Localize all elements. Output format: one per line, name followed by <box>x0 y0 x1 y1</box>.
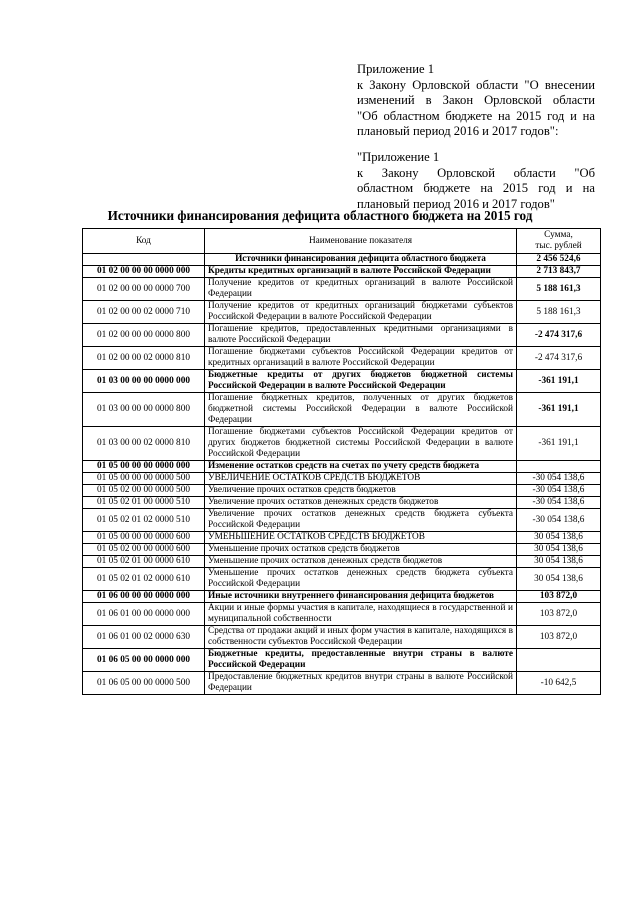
row-name: Предоставление бюджетных кредитов внутри страны в валюте Российской Федерации <box>205 672 517 695</box>
table-row <box>83 347 601 370</box>
row-sum: 30 054 138,6 <box>517 568 601 591</box>
row-sum: -30 054 138,6 <box>517 473 601 485</box>
table-row <box>83 485 601 497</box>
row-sum: -361 191,1 <box>517 370 601 393</box>
row-name: Получение кредитов от кредитных организаций в валюте Российской Федерации <box>205 278 517 301</box>
row-code: 01 02 00 00 00 0000 700 <box>83 278 205 301</box>
row-code: 01 05 02 00 00 0000 600 <box>83 544 205 556</box>
header-sum <box>517 229 601 254</box>
header-line: к Закону Орловской области "О внесении <box>357 77 595 92</box>
header-sum-line1: Сумма, <box>544 230 573 240</box>
row-code: 01 02 00 00 02 0000 810 <box>83 347 205 370</box>
row-name: Увеличение прочих остатков денежных средств бюджета субъекта Российской Федерации <box>205 509 517 532</box>
header-line: изменений в Закон Орловской области <box>357 93 595 108</box>
row-name: Погашение бюджетных кредитов, полученных от других бюджетов бюджетной системы Российской Федерации в валюте Российской Федерации <box>205 393 517 427</box>
table-row <box>83 626 601 649</box>
row-name: Изменение остатков средств на счетах по учету средств бюджета <box>205 461 517 473</box>
row-name: Бюджетные кредиты, предоставленные внутри страны в валюте Российской Федерации <box>205 649 517 672</box>
row-sum: 103 872,0 <box>517 603 601 626</box>
row-code: 01 05 02 01 02 0000 610 <box>83 568 205 591</box>
table-row <box>83 254 601 266</box>
row-code: 01 06 05 00 00 0000 000 <box>83 649 205 672</box>
row-name: УМЕНЬШЕНИЕ ОСТАТКОВ СРЕДСТВ БЮДЖЕТОВ <box>205 532 517 544</box>
table-row <box>83 324 601 347</box>
header-sum-line2: тыс. рублей <box>535 241 582 251</box>
table-row <box>83 544 601 556</box>
header-line: "Приложение 1 <box>357 149 440 164</box>
row-name: Уменьшение прочих остатков денежных средств бюджетов <box>205 556 517 568</box>
header-line: к Закону Орловской области "Об <box>357 165 595 180</box>
table-row <box>83 461 601 473</box>
table-row <box>83 591 601 603</box>
row-name: Кредиты кредитных организаций в валюте Российской Федерации <box>205 266 517 278</box>
row-code: 01 05 00 00 00 0000 600 <box>83 532 205 544</box>
row-code: 01 06 00 00 00 0000 000 <box>83 591 205 603</box>
table-row <box>83 427 601 461</box>
table-row <box>83 278 601 301</box>
row-code: 01 02 00 00 02 0000 710 <box>83 301 205 324</box>
table-row <box>83 649 601 672</box>
table-header-row <box>83 229 601 254</box>
row-name: Увеличение прочих остатков средств бюджетов <box>205 485 517 497</box>
row-sum: 5 188 161,3 <box>517 278 601 301</box>
row-sum: -2 474 317,6 <box>517 324 601 347</box>
row-sum: 5 188 161,3 <box>517 301 601 324</box>
row-sum <box>517 649 601 672</box>
table-row <box>83 603 601 626</box>
table-row <box>83 672 601 695</box>
row-code: 01 06 01 00 02 0000 630 <box>83 626 205 649</box>
row-code: 01 06 01 00 00 0000 000 <box>83 603 205 626</box>
row-sum: 30 054 138,6 <box>517 544 601 556</box>
row-name: Источники финансирования дефицита областного бюджета <box>205 254 517 266</box>
row-code: 01 02 00 00 00 0000 000 <box>83 266 205 278</box>
row-name: Получение кредитов от кредитных организаций бюджетами субъектов Российской Федерации в валюте Российской Федерации <box>205 301 517 324</box>
row-name: Увеличение прочих остатков денежных средств бюджетов <box>205 497 517 509</box>
row-name: Погашение кредитов, предоставленных кредитными организациями в валюте Российской Федерации <box>205 324 517 347</box>
row-name: Погашение бюджетами субъектов Российской Федерации кредитов от других бюджетов бюджетной системы Российской Федерации в валюте Российской Федерации <box>205 427 517 461</box>
table-row <box>83 556 601 568</box>
row-sum: 103 872,0 <box>517 591 601 603</box>
row-name: УВЕЛИЧЕНИЕ ОСТАТКОВ СРЕДСТВ БЮДЖЕТОВ <box>205 473 517 485</box>
row-sum <box>517 461 601 473</box>
row-sum: 103 872,0 <box>517 626 601 649</box>
row-sum: -10 642,5 <box>517 672 601 695</box>
header-name: Наименование показателя <box>205 229 517 254</box>
table-row <box>83 370 601 393</box>
row-code: 01 05 02 01 02 0000 510 <box>83 509 205 532</box>
row-code: 01 06 05 00 00 0000 500 <box>83 672 205 695</box>
row-code: 01 03 00 00 02 0000 810 <box>83 427 205 461</box>
row-name: Средства от продажи акций и иных форм участия в капитале, находящихся в собственности субъектов Российской Федерации <box>205 626 517 649</box>
row-code: 01 03 00 00 00 0000 800 <box>83 393 205 427</box>
header-code: Код <box>83 229 205 254</box>
document-title: Источники финансирования дефицита областного бюджета на 2015 год <box>107 208 533 223</box>
row-code: 01 05 02 00 00 0000 500 <box>83 485 205 497</box>
row-code <box>83 254 205 266</box>
table-row <box>83 393 601 427</box>
row-name: Уменьшение прочих остатков средств бюджетов <box>205 544 517 556</box>
row-sum: 2 456 524,6 <box>517 254 601 266</box>
row-sum: -30 054 138,6 <box>517 485 601 497</box>
row-name: Бюджетные кредиты от других бюджетов бюджетной системы Российской Федерации в валюте Российской Федерации <box>205 370 517 393</box>
row-code: 01 05 02 01 00 0000 610 <box>83 556 205 568</box>
table-row <box>83 568 601 591</box>
row-code: 01 05 00 00 00 0000 000 <box>83 461 205 473</box>
table-row <box>83 266 601 278</box>
header-line: плановый период 2016 и 2017 годов" <box>357 196 555 211</box>
row-name: Уменьшение прочих остатков денежных средств бюджета субъекта Российской Федерации <box>205 568 517 591</box>
financing-sources-table <box>82 228 601 695</box>
row-sum: -2 474 317,6 <box>517 347 601 370</box>
table-row <box>83 301 601 324</box>
table-row <box>83 497 601 509</box>
row-sum: 30 054 138,6 <box>517 556 601 568</box>
row-code: 01 05 02 01 00 0000 510 <box>83 497 205 509</box>
header-line: плановый период 2016 и 2017 годов": <box>357 124 559 139</box>
row-sum: 2 713 843,7 <box>517 266 601 278</box>
row-code: 01 02 00 00 00 0000 800 <box>83 324 205 347</box>
row-sum: -361 191,1 <box>517 427 601 461</box>
row-sum: -361 191,1 <box>517 393 601 427</box>
row-name: Погашение бюджетами субъектов Российской Федерации кредитов от кредитных организаций в валюте Российской Федерации <box>205 347 517 370</box>
row-code: 01 05 00 00 00 0000 500 <box>83 473 205 485</box>
row-name: Иные источники внутреннего финансирования дефицита бюджетов <box>205 591 517 603</box>
row-sum: 30 054 138,6 <box>517 532 601 544</box>
header-line: Приложение 1 <box>357 62 435 76</box>
table-row <box>83 532 601 544</box>
appendix-header <box>357 62 595 212</box>
table-row <box>83 509 601 532</box>
row-code: 01 03 00 00 00 0000 000 <box>83 370 205 393</box>
row-name: Акции и иные формы участия в капитале, находящиеся в государственной и муниципальной собственности <box>205 603 517 626</box>
table-row <box>83 473 601 485</box>
header-line: областном бюджете на 2015 год и на <box>357 181 595 196</box>
row-sum: -30 054 138,6 <box>517 509 601 532</box>
row-sum: -30 054 138,6 <box>517 497 601 509</box>
header-line: "Об областном бюджете на 2015 год и на <box>357 108 595 123</box>
